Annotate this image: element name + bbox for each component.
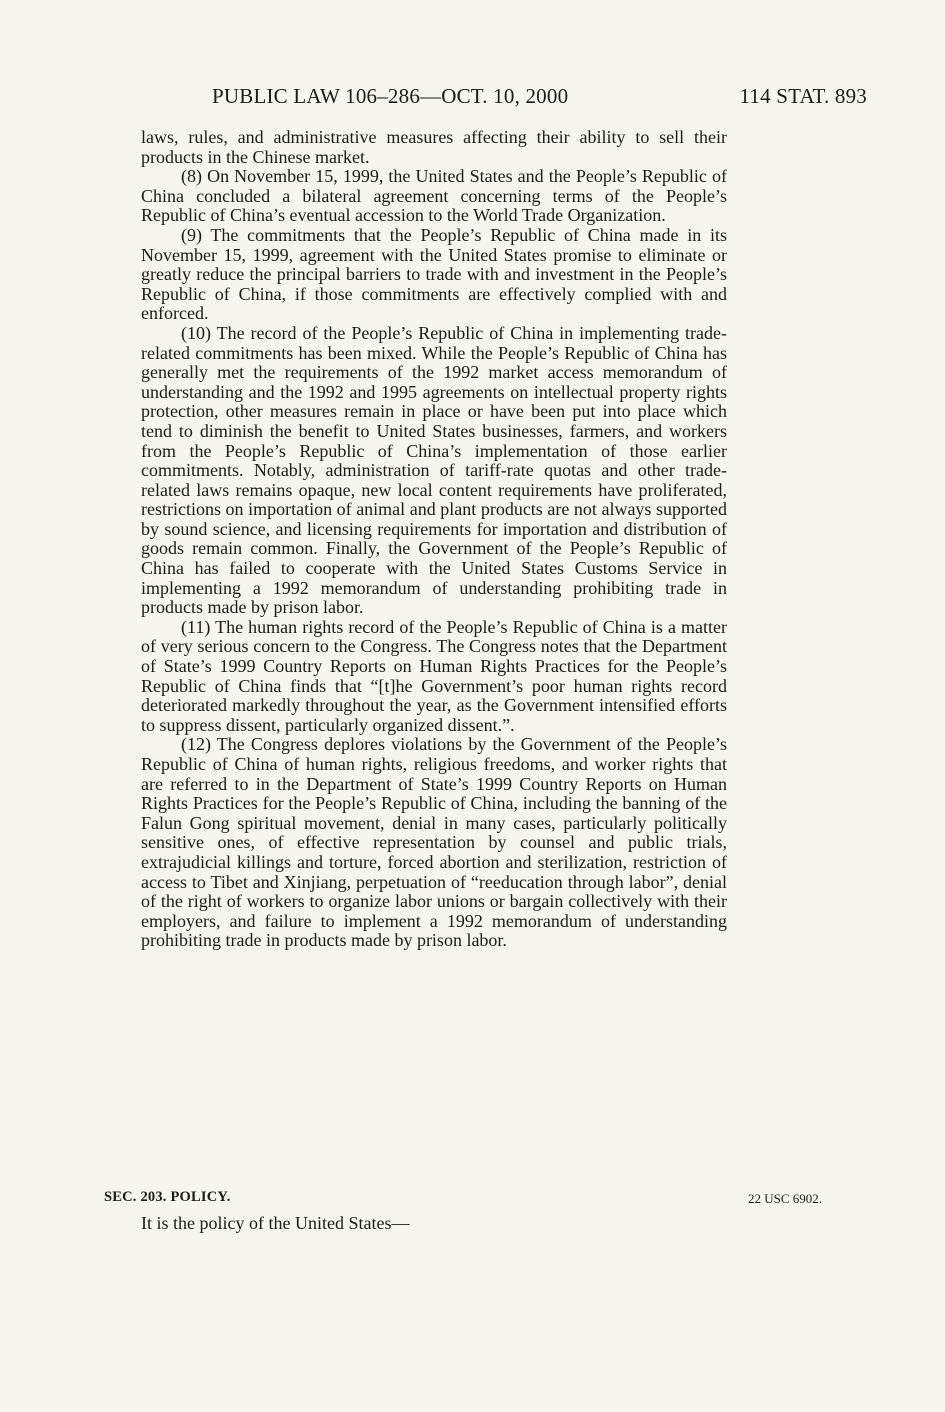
findings-body [141, 128, 727, 951]
statute-page-reference: 114 STAT. 893 [739, 84, 867, 108]
section-heading: SEC. 203. POLICY. [104, 1189, 231, 1205]
paragraph-12: (12) The Congress deplores violations by the Government of the People’s Republic of China of human rights, religious freedoms, and worker rights that are referred to in the Department of State’s 1999 Country Reports on Human Rights Practices for the People’s Republic of China, including the banning of the Falun Gong spiritual movement, denial in many cases, particularly politically sensitive ones, of effective representation by counsel and public trials, extrajudicial killings and torture, forced abortion and sterilization, restriction of access to Tibet and Xinjiang, perpetuation of “reeducation through labor”, denial of the right of workers to organize labor unions or bargain collectively with their employers, and failure to implement a 1992 memorandum of understanding prohibiting trade in products made by prison labor. [141, 734, 727, 951]
usc-margin-note: 22 USC 6902. [748, 1191, 823, 1206]
law-title: PUBLIC LAW 106–286—OCT. 10, 2000 [212, 84, 569, 108]
paragraph-8: (8) On November 15, 1999, the United States and the People’s Republic of China concluded a bilateral agreement concerning terms of the People’s Republic of China’s eventual accession to the World Trade Organization. [141, 166, 727, 226]
policy-lead-sentence: It is the policy of the United States— [141, 1213, 410, 1233]
paragraph-7-continuation: laws, rules, and administrative measures affecting their ability to sell their products in the Chinese market. [141, 127, 727, 167]
running-head [0, 80, 945, 114]
paragraph-11: (11) The human rights record of the People’s Republic of China is a matter of very serious concern to the Congress. The Congress notes that the Department of State’s 1999 Country Reports on Human Rights Practices for the People’s Republic of China finds that “[t]he Government’s poor human rights record deteriorated markedly throughout the year, as the Government intensified efforts to suppress dissent, particularly organized dissent.”. [141, 616, 727, 735]
paragraph-9: (9) The commitments that the People’s Republic of China made in its November 15, 1999, agreement with the United States promise to eliminate or greatly reduce the principal barriers to trade with and investment in the People’s Republic of China, if those commitments are effectively complied with and enforced. [141, 224, 727, 324]
paragraph-10: (10) The record of the People’s Republic of China in implementing trade-related commitments has been mixed. While the People’s Republic of China has generally met the requirements of the 1992 market access memorandum of understanding and the 1992 and 1995 agreements on intellectual property rights protection, other measures remain in place or have been put into place which tend to diminish the benefit to United States businesses, farmers, and workers from the People’s Republic of China’s implementation of those earlier commitments. Notably, administration of tariff-rate quotas and other trade-related laws remains opaque, new local content requirements have proliferated, restrictions on importation of animal and plant products are not always supported by sound science, and licensing requirements for importation and distribution of goods remain common. Finally, the Government of the People’s Republic of China has failed to cooperate with the United States Customs Service in implementing a 1992 memorandum of understanding prohibiting trade in products made by prison labor. [141, 322, 727, 618]
